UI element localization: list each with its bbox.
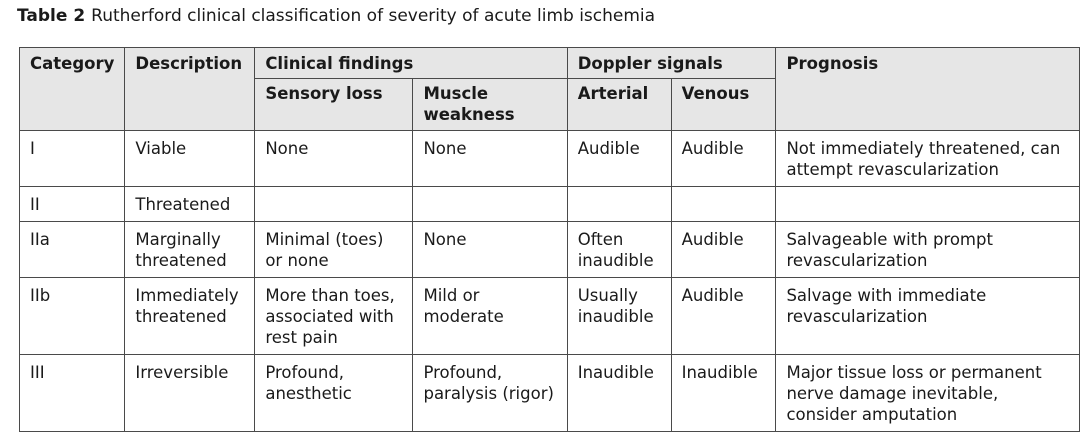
cell-muscle-weakness: None	[413, 131, 567, 187]
cell-arterial: Usually inaudible	[567, 278, 671, 355]
cell-muscle-weakness: None	[413, 222, 567, 278]
header-category: Category	[20, 48, 125, 131]
table-row	[20, 187, 1080, 222]
cell-category: IIa	[20, 222, 125, 278]
cell-prognosis	[776, 187, 1080, 222]
header-clinical-findings: Clinical findings	[255, 48, 567, 79]
cell-description: Irreversible	[125, 355, 255, 432]
header-muscle-weakness: Muscle weakness	[413, 79, 567, 131]
header-doppler-signals: Doppler signals	[567, 48, 776, 79]
cell-description: Threatened	[125, 187, 255, 222]
cell-venous	[671, 187, 776, 222]
header-arterial: Arterial	[567, 79, 671, 131]
cell-sensory-loss: None	[255, 131, 413, 187]
cell-muscle-weakness	[413, 187, 567, 222]
cell-description: Immediately threatened	[125, 278, 255, 355]
table-row	[20, 355, 1080, 432]
table-caption-label: Table 2	[17, 6, 86, 26]
cell-description: Viable	[125, 131, 255, 187]
table-caption	[17, 6, 655, 26]
cell-venous: Audible	[671, 278, 776, 355]
cell-muscle-weakness: Profound, paralysis (rigor)	[413, 355, 567, 432]
rutherford-classification-table	[19, 47, 1080, 432]
table-caption-title: Rutherford clinical classification of severity of acute limb ischemia	[91, 6, 656, 26]
cell-prognosis: Salvageable with prompt revascularization	[776, 222, 1080, 278]
cell-sensory-loss	[255, 187, 413, 222]
cell-prognosis: Not immediately threatened, can attempt revascularization	[776, 131, 1080, 187]
header-venous: Venous	[671, 79, 776, 131]
header-sensory-loss: Sensory loss	[255, 79, 413, 131]
table-header-row	[20, 48, 1080, 79]
cell-sensory-loss: More than toes, associated with rest pain	[255, 278, 413, 355]
cell-arterial: Inaudible	[567, 355, 671, 432]
cell-sensory-loss: Minimal (toes) or none	[255, 222, 413, 278]
cell-venous: Inaudible	[671, 355, 776, 432]
table-row	[20, 222, 1080, 278]
cell-muscle-weakness: Mild or moderate	[413, 278, 567, 355]
table-row	[20, 278, 1080, 355]
header-prognosis: Prognosis	[776, 48, 1080, 131]
cell-arterial: Often inaudible	[567, 222, 671, 278]
cell-category: III	[20, 355, 125, 432]
cell-description: Marginally threatened	[125, 222, 255, 278]
cell-category: I	[20, 131, 125, 187]
cell-category: IIb	[20, 278, 125, 355]
cell-arterial	[567, 187, 671, 222]
cell-prognosis: Major tissue loss or permanent nerve damage inevitable, consider amputation	[776, 355, 1080, 432]
cell-arterial: Audible	[567, 131, 671, 187]
cell-sensory-loss: Profound, anesthetic	[255, 355, 413, 432]
header-description: Description	[125, 48, 255, 131]
cell-venous: Audible	[671, 222, 776, 278]
cell-venous: Audible	[671, 131, 776, 187]
cell-prognosis: Salvage with immediate revascularization	[776, 278, 1080, 355]
cell-category: II	[20, 187, 125, 222]
table-row	[20, 131, 1080, 187]
